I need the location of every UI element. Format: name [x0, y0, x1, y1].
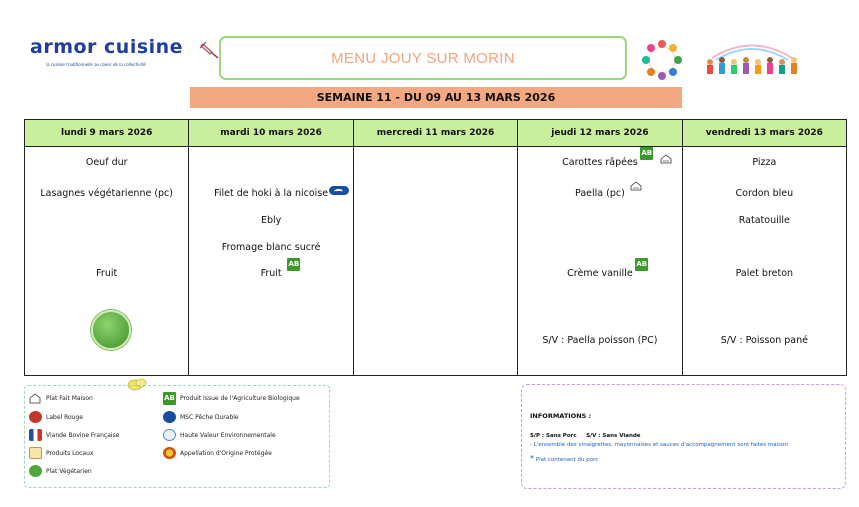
house-made-icon — [29, 392, 42, 404]
info-line: S/P : Sans Porc S/V : Sans Viande — [530, 433, 641, 439]
house-made-icon — [660, 153, 673, 164]
dish-item: Cordon bleu — [735, 188, 794, 199]
label-rouge-icon — [29, 411, 42, 423]
dish-label: Paella (pc) — [575, 188, 625, 199]
legend-label: MSC Pêche Durable — [180, 413, 239, 421]
dish-item: Pizza — [752, 157, 777, 168]
local-products-icon — [29, 447, 42, 459]
dish-item: Fromage blanc sucré — [221, 242, 321, 253]
dish-item: Lasagnes végétarienne (pc) — [40, 188, 173, 199]
day-column-wednesday — [354, 120, 518, 375]
legend-item — [163, 447, 272, 459]
legend-item — [29, 411, 83, 423]
dish-item — [518, 149, 681, 168]
dish-label: Carottes râpées — [562, 157, 638, 168]
children-group-icon — [702, 38, 802, 78]
legend-label: Plat Végétarien — [46, 467, 92, 475]
menu-title: MENU JOUY SUR MORIN — [331, 49, 515, 67]
week-label: SEMAINE 11 - DU 09 AU 13 MARS 2026 — [316, 91, 556, 104]
children-circle-icon — [640, 38, 684, 82]
information-box — [521, 384, 846, 489]
aop-icon — [163, 447, 176, 459]
legend-item — [29, 429, 119, 441]
msc-icon — [329, 186, 349, 195]
ab-organic-icon: AB — [635, 258, 648, 271]
dish-item: Ratatouille — [738, 215, 790, 226]
vegetarian-icon — [29, 465, 42, 477]
asterisk-icon: * — [530, 454, 534, 463]
ab-organic-icon: AB — [287, 258, 300, 271]
dish-item: Oeuf dur — [85, 157, 128, 168]
dish-item — [518, 188, 681, 199]
legend-item — [163, 411, 239, 423]
brand-name: armor cuisine — [30, 36, 184, 58]
legend-item — [29, 392, 93, 404]
info-line — [530, 454, 598, 463]
legend-item — [163, 429, 276, 441]
legend-label: Produits Locaux — [46, 449, 94, 457]
ab-organic-icon: AB — [640, 147, 653, 160]
dish-label: Fruit — [260, 268, 282, 279]
day-header: vendredi 13 mars 2026 — [683, 120, 846, 147]
legend-label: Appellation d'Origine Protégée — [180, 449, 272, 457]
ab-organic-icon: AB — [163, 392, 176, 405]
legend-label: Plat Fait Maison — [46, 394, 93, 402]
day-header: mardi 10 mars 2026 — [189, 120, 352, 147]
dish-item: Ebly — [260, 215, 282, 226]
dish-item: S/V : Paella poisson (PC) — [542, 335, 658, 346]
hve-icon — [163, 429, 176, 441]
day-column-thursday — [518, 120, 682, 375]
dish-item: S/V : Poisson pané — [720, 335, 808, 346]
legend-label: Haute Valeur Environnementale — [180, 431, 276, 439]
legend-label: Produit Issue de l'Agriculture Biologique — [180, 395, 300, 402]
msc-icon — [163, 411, 176, 423]
brand-tagline: la cuisine traditionnelle au coeur de la collectivité — [46, 62, 146, 67]
day-header: lundi 9 mars 2026 — [25, 120, 188, 147]
legend-item — [29, 447, 93, 459]
menu-title-box — [219, 36, 627, 80]
vegetarian-badge-icon — [91, 310, 131, 350]
legend-label: Label Rouge — [46, 413, 83, 421]
day-header: mercredi 11 mars 2026 — [354, 120, 517, 147]
day-column-friday — [683, 120, 846, 375]
info-title: INFORMATIONS : — [530, 412, 592, 420]
week-banner — [190, 87, 682, 108]
legend-box — [24, 385, 330, 488]
dish-item — [189, 188, 352, 199]
brand-logo — [30, 36, 185, 67]
dish-item: Palet breton — [735, 268, 794, 279]
house-made-icon — [630, 180, 643, 191]
dish-item — [518, 260, 681, 279]
vbf-icon — [29, 429, 42, 441]
info-line: - L'ensemble des vinaigrettes, mayonnaises et sauces d'accompagnement sont faites maison — [530, 442, 788, 448]
info-pork-note: Plat contenant du porc — [535, 457, 599, 463]
dish-label: Filet de hoki à la nicoise — [214, 188, 329, 199]
dish-label: Crème vanille — [567, 268, 633, 279]
day-column-tuesday — [189, 120, 353, 375]
day-header: jeudi 12 mars 2026 — [518, 120, 681, 147]
legend-item — [163, 392, 300, 405]
day-column-monday — [25, 120, 189, 375]
menu-table — [24, 119, 847, 376]
dish-item — [189, 260, 352, 279]
legend-label: Viande Bovine Française — [46, 431, 120, 439]
dish-item: Fruit — [96, 268, 118, 279]
legend-item — [29, 465, 92, 477]
